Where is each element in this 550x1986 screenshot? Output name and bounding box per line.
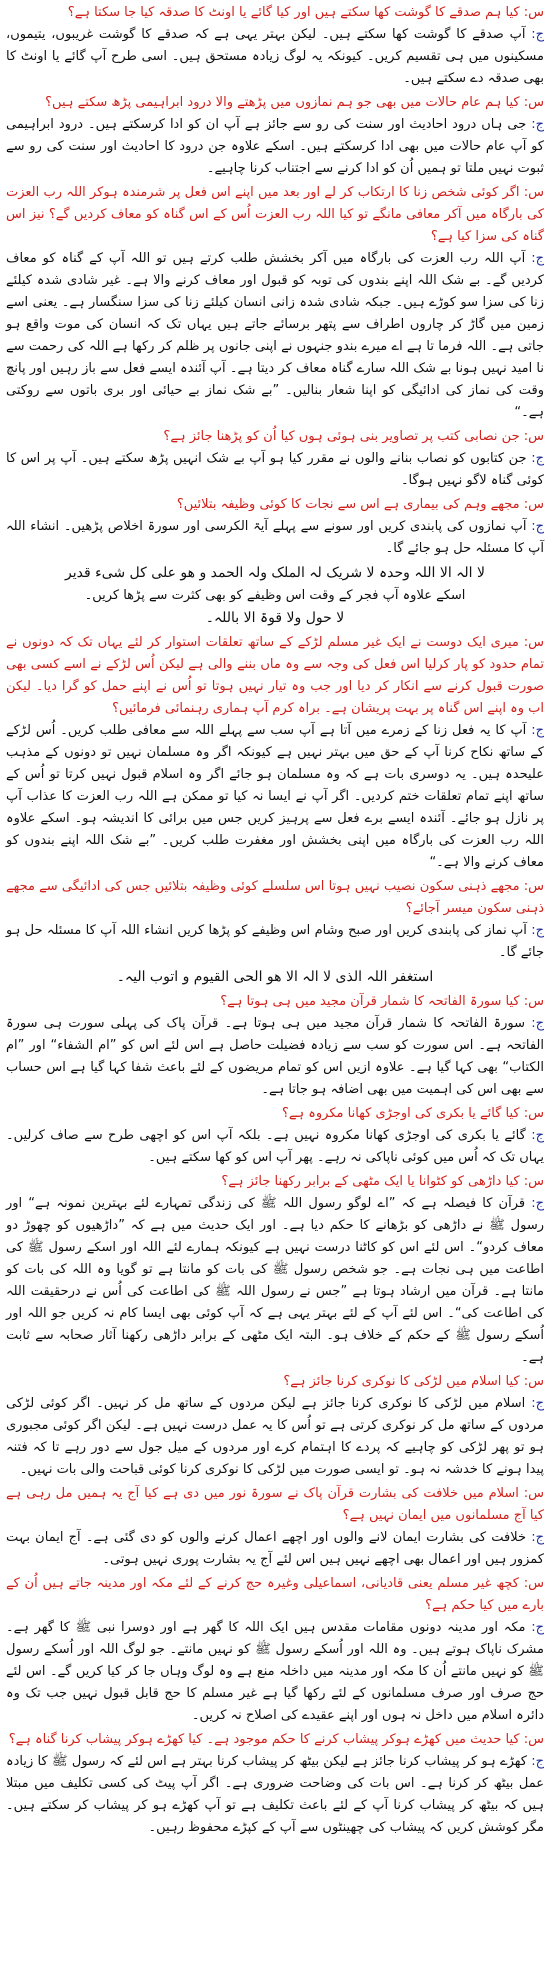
qa-item (6, 562, 544, 630)
qa-item (6, 1103, 544, 1169)
question-text: کچھ غیر مسلم یعنی قادیانی، اسماعیلی وغیرہ حج کرنے کے لئے مکہ اور مدینہ جاتے ہیں اُن کے بارے میں کیا حکم ہے؟ (6, 1576, 544, 1613)
answer (6, 1751, 544, 1839)
answer (6, 1393, 544, 1481)
answer-label: ج: (531, 251, 544, 266)
answer-label: ج: (531, 451, 544, 466)
question-label: س: (523, 1374, 544, 1389)
qa-item (6, 1573, 544, 1727)
question (6, 182, 544, 248)
answer-label: ج: (531, 1620, 544, 1635)
question-text: اسلام میں خلافت کی بشارت قرآن پاک نے سورۃ نور میں دی ہے کیا آج یہ ہمیں مل رہی ہے کیا آج مسلمانوں میں ایمان نہیں ہے؟ (6, 1486, 544, 1523)
answer (6, 1125, 544, 1169)
question (6, 1729, 544, 1751)
question-label: س: (523, 1486, 544, 1501)
qa-item (6, 991, 544, 1101)
answer (6, 516, 544, 560)
question-label: س: (523, 1174, 544, 1189)
question-text: مجھے وہم کی بیماری ہے اس سے نجات کا کوئی وظیفہ بتلائیں؟ (176, 497, 520, 512)
question (6, 2, 544, 24)
question (6, 494, 544, 516)
question (6, 1573, 544, 1617)
question-text: کیا اسلام میں لڑکی کا نوکری کرنا جائز ہے؟ (283, 1374, 520, 1389)
arabic-dua (6, 607, 544, 630)
answer (6, 114, 544, 180)
answer-text: کھڑے ہو کر پیشاب کرنا جائز ہے لیکن بیٹھ کر پیشاب کرنا بہتر ہے اس لئے کہ رسول ﷺ کا زیادہ عمل بیٹھ کر کرنا ہے۔ اس بات کی وضاحت ضروری ہے۔ اگر آپ پیٹ کی کسی تکلیف میں مبتلا ہیں کہ بیٹھ کر پیشاب کرنا آپ کے لئے باعث تکلیف ہے تو آپ کھڑے ہو کر پیشاب کر سکتے ہیں۔ مگر کوشش کریں کہ پیشاب کی چھینٹوں سے آپ کے کپڑے محفوظ رہیں۔ (6, 1754, 544, 1835)
answer (6, 1193, 544, 1369)
question (6, 1483, 544, 1527)
answer-label: ج: (531, 923, 544, 938)
question-text: کیا گائے یا بکری کی اوجڑی کھانا مکروہ ہے؟ (282, 1106, 520, 1121)
answer-text: آپ اللہ رب العزت کی بارگاہ میں آکر بخشش طلب کرتے ہیں تو اللہ آپ کے گناہ کو معاف کردیں گے۔ بے شک اللہ اپنے بندوں کی توبہ کو قبول اور معاف کرنے والا ہے۔ غیر شادی شدہ کیلئے زنا کی سزا سو کوڑے ہیں۔ جبکہ شادی شدہ زانی انسان کیلئے زنا کی سزا سنگسار ہے۔ یعنی اسے زمین میں گاڑ کر چاروں اطراف سے پتھر برسائے جاتے ہیں یہاں تک کہ انسان کی موت واقع ہو جاتی ہے۔ اللہ فرما تا ہے اے میرے بندو جنہوں نے اپنی جانوں پر ظلم کر رکھا ہے اللہ کی رحمت سے نا امید نہیں ہونا بے شک اللہ سارے گناہ معاف کر دیتا ہے۔ آپ آئندہ ایسے فعل سے باز رہیں اور پانچ وقت کی نماز کی ادائیگی کو اپنا شعار بنالیں۔ ”بے شک نماز بے حیائی اور بری باتوں سے روکتی ہے۔“ (6, 251, 544, 420)
instruction-text (6, 585, 544, 607)
qa-item (6, 494, 544, 560)
question (6, 92, 544, 114)
qa-item (6, 1729, 544, 1839)
qa-item (6, 92, 544, 180)
answer-label: ج: (531, 1754, 544, 1769)
question-text: کیا ہم عام حالات میں بھی جو ہم نمازوں میں پڑھتے والا درود ابراہیمی پڑھ سکتے ہیں؟ (45, 95, 520, 110)
answer (6, 448, 544, 492)
answer (6, 1527, 544, 1571)
answer (6, 1013, 544, 1101)
qa-item (6, 632, 544, 874)
question-label: س: (523, 1106, 544, 1121)
answer-text: سورۃ الفاتحہ کا شمار قرآن مجید میں ہی ہوتا ہے۔ قرآن پاک کی پہلی سورت ہی سورۃ الفاتحہ ہے۔ اس سورت کو سب سے زیادہ فضیلت حاصل ہے اس لئے اس کو ”ام الشفاء“ اور ”ام الکتاب“ بھی کہا گیا ہے۔ علاوہ ازیں اس کو تمام مریضوں کے لئے باعث شفا کہا گیا ہے اس حساب سے بھی اس کی اہمیت میں بھی اضافہ ہو جاتا ہے۔ (6, 1016, 544, 1097)
answer-text: آپ صدقے کا گوشت کھا سکتے ہیں۔ لیکن بہتر یہی ہے کہ صدقے کا گوشت غریبوں، یتیموں، مسکینوں میں ہی تقسیم کریں۔ کیونکہ یہ لوگ زیادہ مستحق ہیں۔ اسی طرح آپ گائے یا اونٹ کا بھی صدقہ دے سکتے ہیں۔ (6, 27, 544, 86)
qa-item (6, 2, 544, 90)
question-text: کیا ہم صدقے کا گوشت کھا سکتے ہیں اور کیا گائے یا اونٹ کا صدقہ کیا جا سکتا ہے؟ (67, 5, 520, 20)
answer (6, 920, 544, 964)
question (6, 632, 544, 720)
qa-item (6, 182, 544, 424)
qa-item (6, 1371, 544, 1481)
answer-text: قرآن کا فیصلہ ہے کہ ”اے لوگو رسول اللہ ﷺ کی زندگی تمہارے لئے بہترین نمونہ ہے“ اور رسول ﷺ نے داڑھی کو بڑھانے کا حکم دیا ہے۔ اور ایک حدیث میں ہے کہ ”داڑھیوں کو چھوڑ دو معاف کردو“۔ اس لئے اس کو کاٹنا درست نہیں ہے کیونکہ ہمارے لئے اللہ اور اسکے رسول ﷺ کی اطاعت میں ہی نجات ہے۔ جو شخص رسول ﷺ کی بات کو مانتا ہے تو گویا وہ اللہ کی بات کو مانتا ہے۔ قرآن میں ارشاد ہوتا ہے ”جس نے رسول اللہ ﷺ کی اطاعت کی اُس نے درحقیقت اللہ کی اطاعت کی“۔ اس لئے آپ کے لئے بہتر یہی ہے کہ آپ کوئی بھی ایسا کام نہ کریں جو اللہ اور اُسکے رسول ﷺ کے حکم کے خلاف ہو۔ البتہ ایک مٹھی کے برابر داڑھی رکھنا آثار صحابہ سے ثابت ہے۔ (6, 1196, 544, 1365)
answer-label: ج: (531, 1196, 544, 1211)
answer-label: ج: (531, 1128, 544, 1143)
qa-item (6, 966, 544, 989)
arabic-line: لا حول ولا قوۃ الا باللہ۔ (205, 610, 345, 626)
question-label: س: (523, 879, 545, 894)
arabic-line: استغفر اللہ الذی لا الہ الا ھو الحی القیوم و اتوب الیہ۔ (116, 969, 434, 985)
question-label: س: (523, 429, 544, 444)
question-label: س: (523, 635, 545, 650)
question-text: اگر کوئی شخص زنا کا ارتکاب کر لے اور بعد میں اپنے اس فعل پر شرمندہ ہوکر اللہ رب العزت کی بارگاہ میں آکر معافی مانگے تو کیا اللہ رب العزت اُس کے اس گناہ کو معاف کردیں گے؟ نیز اس گناہ کی سزا کیا ہے؟ (6, 185, 544, 244)
question-label: س: (523, 5, 544, 20)
answer-label: ج: (531, 723, 544, 738)
question-text: مجھے ذہنی سکون نصیب نہیں ہوتا اس سلسلے کوئی وظیفہ بتلائیں جس کی ادائیگی سے مجھے ذہنی سکون میسر آجائے؟ (6, 879, 544, 916)
answer-text: جن کتابوں کو نصاب بنانے والوں نے مقرر کیا ہو آپ بے شک انہیں پڑھ سکتے ہیں۔ آپ پر اس کا کوئی گناہ لاگو نہیں ہوگا۔ (6, 451, 544, 488)
arabic-dua (6, 966, 544, 989)
answer-label: ج: (531, 519, 544, 534)
answer-label: ج: (531, 27, 544, 42)
question-label: س: (523, 994, 544, 1009)
question-text: جن نصابی کتب پر تصاویر بنی ہوئی ہوں کیا اُن کو پڑھنا جائز ہے؟ (163, 429, 520, 444)
question-text: کیا داڑھی کو کٹوانا یا ایک مٹھی کے برابر رکھنا جائز ہے؟ (221, 1174, 520, 1189)
answer-text: آپ نمازوں کی پابندی کریں اور سونے سے پہلے آیۃ الکرسی اور سورۃ اخلاص پڑھیں۔ انشاء اللہ آپ کا مسئلہ حل ہو جائے گا۔ (6, 519, 544, 556)
answer-text: اسلام میں لڑکی کا نوکری کرنا جائز ہے لیکن مردوں کے ساتھ مل کر نہیں۔ اگر کوئی لڑکی مردوں کے ساتھ مل کر نوکری کرتی ہے تو اُس کا یہ عمل درست نہیں ہے۔ لیکن اگر کوئی مجبوری ہو تو پھر لڑکی کو چاہیے کہ پردے کا اہتمام کرے اور مردوں کے میل جول سے دور رہے تا کہ فتنہ پیدا ہونے کا خدشہ نہ ہو۔ تو ایسی صورت میں لڑکی کا نوکری کرنا کوئی قباحت والی بات نہیں۔ (6, 1396, 544, 1477)
qa-item (6, 426, 544, 492)
arabic-dua (6, 562, 544, 585)
question-label: س: (523, 185, 544, 200)
question (6, 1171, 544, 1193)
answer-label: ج: (531, 117, 544, 132)
question-text: کیا سورۃ الفاتحہ کا شمار قرآن مجید میں ہی ہوتا ہے؟ (220, 994, 520, 1009)
question (6, 1103, 544, 1125)
answer-text: جی ہاں درود احادیث اور سنت کی رو سے جائز ہے آپ ان کو ادا کرسکتے ہیں۔ درود ابراہیمی کو آپ عام حالات میں بھی ادا کرسکتے ہیں۔ اسکے علاوہ جن درود کا احادیث اور سنت کی رو سے ثبوت نہیں ملتا تو ہمیں اُن کو ادا کرنے سے اجتناب کرنا چاہیے۔ (6, 117, 544, 176)
answer (6, 1617, 544, 1727)
answer-label: ج: (531, 1396, 544, 1411)
answer-text: مکہ اور مدینہ دونوں مقامات مقدس ہیں ایک اللہ کا گھر ہے اور دوسرا نبی ﷺ کا گھر ہے۔ مشرک ناپاک ہوتے ہیں۔ وہ اللہ اور اُسکے رسول ﷺ کو نہیں مانتے۔ جو لوگ اللہ اور اُسکے رسول ﷺ کو نہیں مانتے اُن کا مکہ اور مدینہ میں داخلہ منع ہے وہ لوگ وہاں جا کر کیا کریں گے۔ اس لئے حج صرف اور صرف مسلمانوں کے لئے رکھا گیا ہے غیر مسلم کا حج قابل قبول نہیں جب تک وہ دائرہ اسلام میں داخل نہ ہوں اور اپنے عقیدے کی اصلاح نہ کریں۔ (6, 1620, 544, 1723)
answer (6, 248, 544, 424)
question-label: س: (523, 497, 544, 512)
question (6, 876, 544, 920)
question-label: س: (523, 95, 544, 110)
question-label: س: (523, 1732, 544, 1747)
qa-item (6, 1483, 544, 1571)
qa-item (6, 876, 544, 964)
question (6, 426, 544, 448)
question-text: کیا حدیث میں کھڑے ہوکر پیشاب کرنے کا حکم موجود ہے۔ کیا کھڑے ہوکر پیشاب کرنا گناہ ہے؟ (8, 1732, 520, 1747)
answer (6, 720, 544, 874)
question (6, 991, 544, 1013)
answer-text: خلافت کی بشارت ایمان لانے والوں اور اچھے اعمال کرنے والوں کو دی گئی ہے۔ آج ایمان بہت کمزور ہیں اور اعمال بھی اچھے نہیں ہیں اس لئے آج یہ بشارت پوری نہیں ہوتی۔ (6, 1530, 544, 1567)
qa-item (6, 1171, 544, 1369)
answer (6, 24, 544, 90)
question-label: س: (523, 1576, 544, 1591)
arabic-line: لا الہ الا اللہ وحدہ لا شریک لہ الملک ولہ الحمد و ھو علی کل شیء قدیر (65, 565, 485, 581)
instruction-line: اسکے علاوہ آپ فجر کے وقت اس وظیفے کو بھی کثرت سے پڑھا کریں۔ (84, 588, 466, 603)
answer-text: آپ نماز کی پابندی کریں اور صبح وشام اس وظیفے کو پڑھا کریں انشاء اللہ آپ کا مسئلہ حل ہو جائے گا۔ (6, 923, 544, 960)
answer-label: ج: (531, 1530, 544, 1545)
question (6, 1371, 544, 1393)
question-text: میری ایک دوست نے ایک غیر مسلم لڑکے کے ساتھ تعلقات استوار کر لئے یہاں تک کہ دونوں نے تمام حدود کو پار کرلیا اس فعل کی وجہ سے وہ ماں بننے والی ہے لیکن اُس لڑکے نے اسے کسی بھی صورت قبول کرنے سے انکار کر دیا اور جب وہ تیار نہیں ہوتا تو اُس نے اپنے حمل کو گرا دیا۔ لیکن اب وہ اپنے اس گناہ پر بہت پریشان ہے۔ براہ کرم آپ ہماری رہنمائی فرمائیں؟ (6, 635, 544, 716)
answer-text: آپ کا یہ فعل زنا کے زمرے میں آتا ہے آپ سب سے پہلے اللہ سے معافی طلب کریں۔ اُس لڑکے کے ساتھ نکاح کرنا آپ کے حق میں بہتر نہیں ہے کیونکہ اگر وہ مسلمان نہیں تو دونوں کے مذہب علیحدہ ہیں۔ یہ دوسری بات ہے کہ وہ مسلمان ہو جائے اگر وہ اسلام قبول نہیں کرتا تو اُس کے ساتھ اپنے تمام تعلقات ختم کردیں۔ اگر آپ نے ایسا نہ کیا تو ممکن ہے اللہ رب العزت کا عذاب آپ پر نازل ہو جائے۔ آئندہ ایسے برے فعل سے پرہیز کریں جس میں برائی کا اندیشہ ہو۔ اسکے علاوہ اللہ رب العزت کی بارگاہ میں اپنی بخشش اور مغفرت طلب کریں۔ ”بے شک اللہ اپنے بندوں کو معاف کرنے والا ہے۔“ (6, 723, 544, 870)
answer-label: ج: (531, 1016, 544, 1031)
answer-text: گائے یا بکری کی اوجڑی کھانا مکروہ نہیں ہے۔ بلکہ آپ اس کو اچھی طرح سے صاف کرلیں۔ یہاں تک کہ اُس میں کوئی ناپاکی نہ رہے۔ پھر آپ اس کو کھا سکتے ہیں۔ (6, 1128, 544, 1165)
